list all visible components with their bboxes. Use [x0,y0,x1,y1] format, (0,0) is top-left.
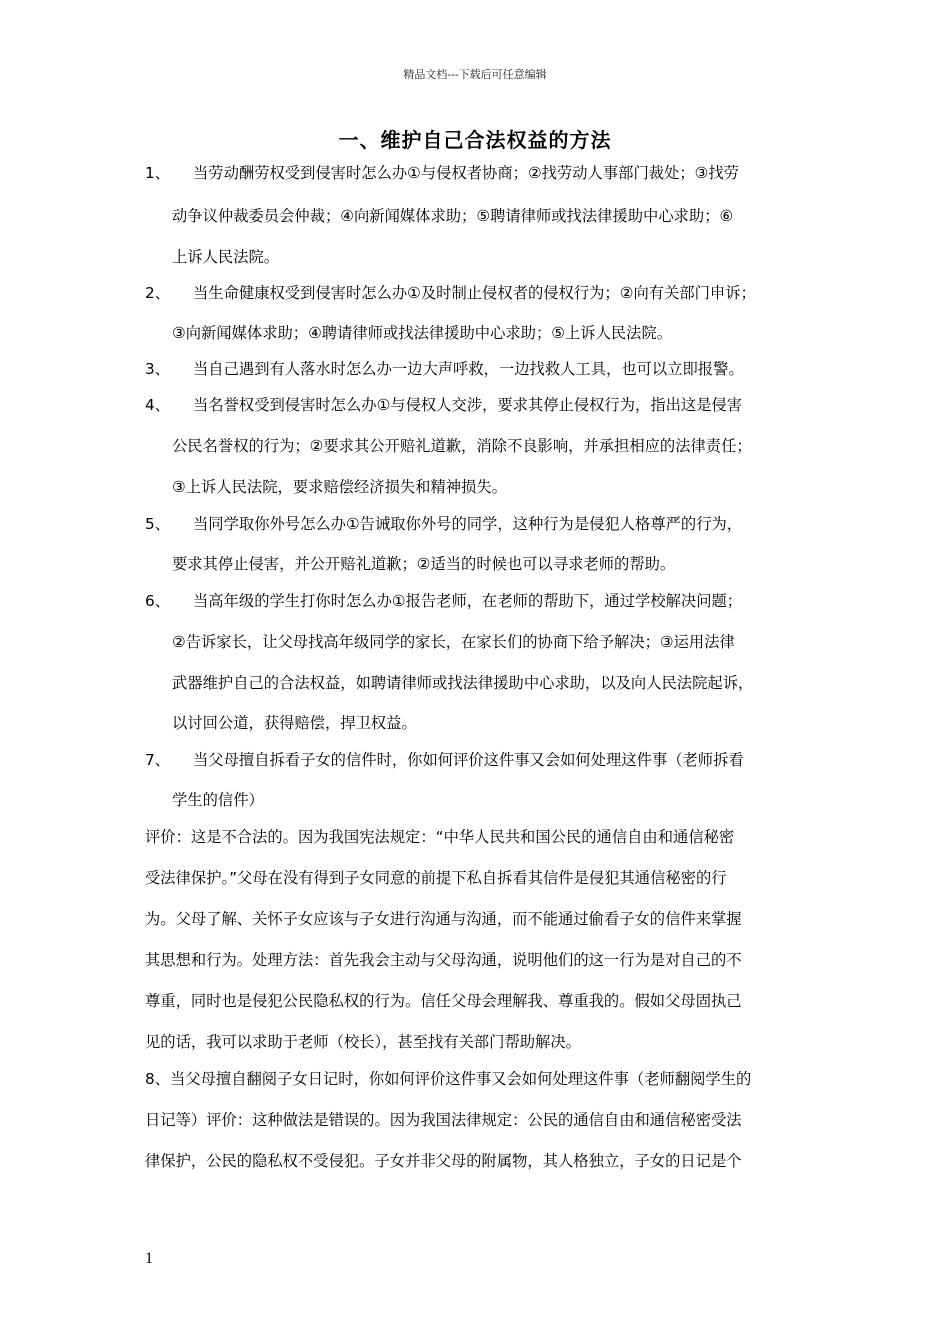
item-line: 动争议仲裁委员会仲裁；④向新闻媒体求助；⑤聘请律师或找法律援助中心求助；⑥ [172,207,734,225]
item-number: 4、 [145,396,171,414]
page-number: 1 [145,1250,153,1267]
paragraph-line: 为。父母了解、关怀子女应该与子女进行沟通与沟通，而不能通过偷看子女的信件来掌握 [145,910,742,928]
paragraph-line: 其思想和行为。处理方法：首先我会主动与父母沟通，说明他们的这一行为是对自己的不 [145,951,742,969]
item-line: 公民名誉权的行为；②要求其公开赔礼道歉，消除不良影响，并承担相应的法律责任； [172,437,752,455]
item-line: 当生命健康权受到侵害时怎么办①及时制止侵权者的侵权行为；②向有关部门申诉； [193,284,756,302]
page-title: 一、维护自己合法权益的方法 [338,128,612,152]
paragraph-line: 见的话，我可以求助于老师（校长），甚至找有关部门帮助解决。 [145,1033,581,1051]
item-line: 武器维护自己的合法权益，如聘请律师或找法律援助中心求助，以及向人民法院起诉， [172,674,754,692]
item-line: 学生的信件） [172,791,264,809]
item-line: 上诉人民法院。 [172,248,280,266]
item-number: 5、 [145,515,171,533]
item-number: 2、 [145,284,171,302]
paragraph-line: 律保护，公民的隐私权不受侵犯。子女并非父母的附属物，其人格独立，子女的日记是个 [145,1152,742,1170]
item-line: 当高年级的学生打你时怎么办①报告老师，在老师的帮助下，通过学校解决问题； [193,592,743,610]
item-line: 当同学取你外号怎么办①告诫取你外号的同学，这种行为是侵犯人格尊严的行为， [193,515,743,533]
item-line: 当父母擅自拆看子女的信件时，你如何评价这件事又会如何处理这件事（老师拆看 [193,751,744,769]
item-number: 7、 [145,751,171,769]
item-number: 1、 [145,164,171,182]
item-number: 3、 [145,360,171,378]
item-line: ③向新闻媒体求助；④聘请律师或找法律援助中心求助；⑤上诉人民法院。 [172,324,673,342]
item-line: 要求其停止侵害，并公开赔礼道歉；②适当的时候也可以寻求老师的帮助。 [172,555,676,573]
page-header: 精品文档---下载后可任意编辑 [403,68,547,81]
paragraph-line: 受法律保护。”父母在没有得到子女同意的前提下私自拆看其信件是侵犯其通信秘密的行 [145,869,727,887]
item-line: ②告诉家长，让父母找高年级同学的家长，在家长们的协商下给予解决；③运用法律 [172,633,735,651]
paragraph-line: 评价：这是不合法的。因为我国宪法规定：“中华人民共和国公民的通信自由和通信秘密 [145,828,735,846]
paragraph-line: 尊重，同时也是侵犯公民隐私权的行为。信任父母会理解我、尊重我的。假如父母固执己 [145,992,742,1010]
item-line: 当自己遇到有人落水时怎么办一边大声呼救，一边找救人工具，也可以立即报警。 [193,360,744,378]
item-line: 以讨回公道，获得赔偿，捍卫权益。 [172,714,417,732]
item-number: 6、 [145,592,171,610]
item-line: ③上诉人民法院，要求赔偿经济损失和精神损失。 [172,478,507,496]
paragraph-line: 日记等）评价：这种做法是错误的。因为我国法律规定：公民的通信自由和通信秘密受法 [145,1111,742,1129]
item-line: 当名誉权受到侵害时怎么办①与侵权人交涉，要求其停止侵权行为，指出这是侵害 [193,396,743,414]
item-line: 当劳动酬劳权受到侵害时怎么办①与侵权者协商；②找劳动人事部门裁处；③找劳 [193,164,739,182]
paragraph-line: 8、当父母擅自翻阅子女日记时，你如何评价这件事又会如何处理这件事（老师翻阅学生的 [145,1070,752,1088]
